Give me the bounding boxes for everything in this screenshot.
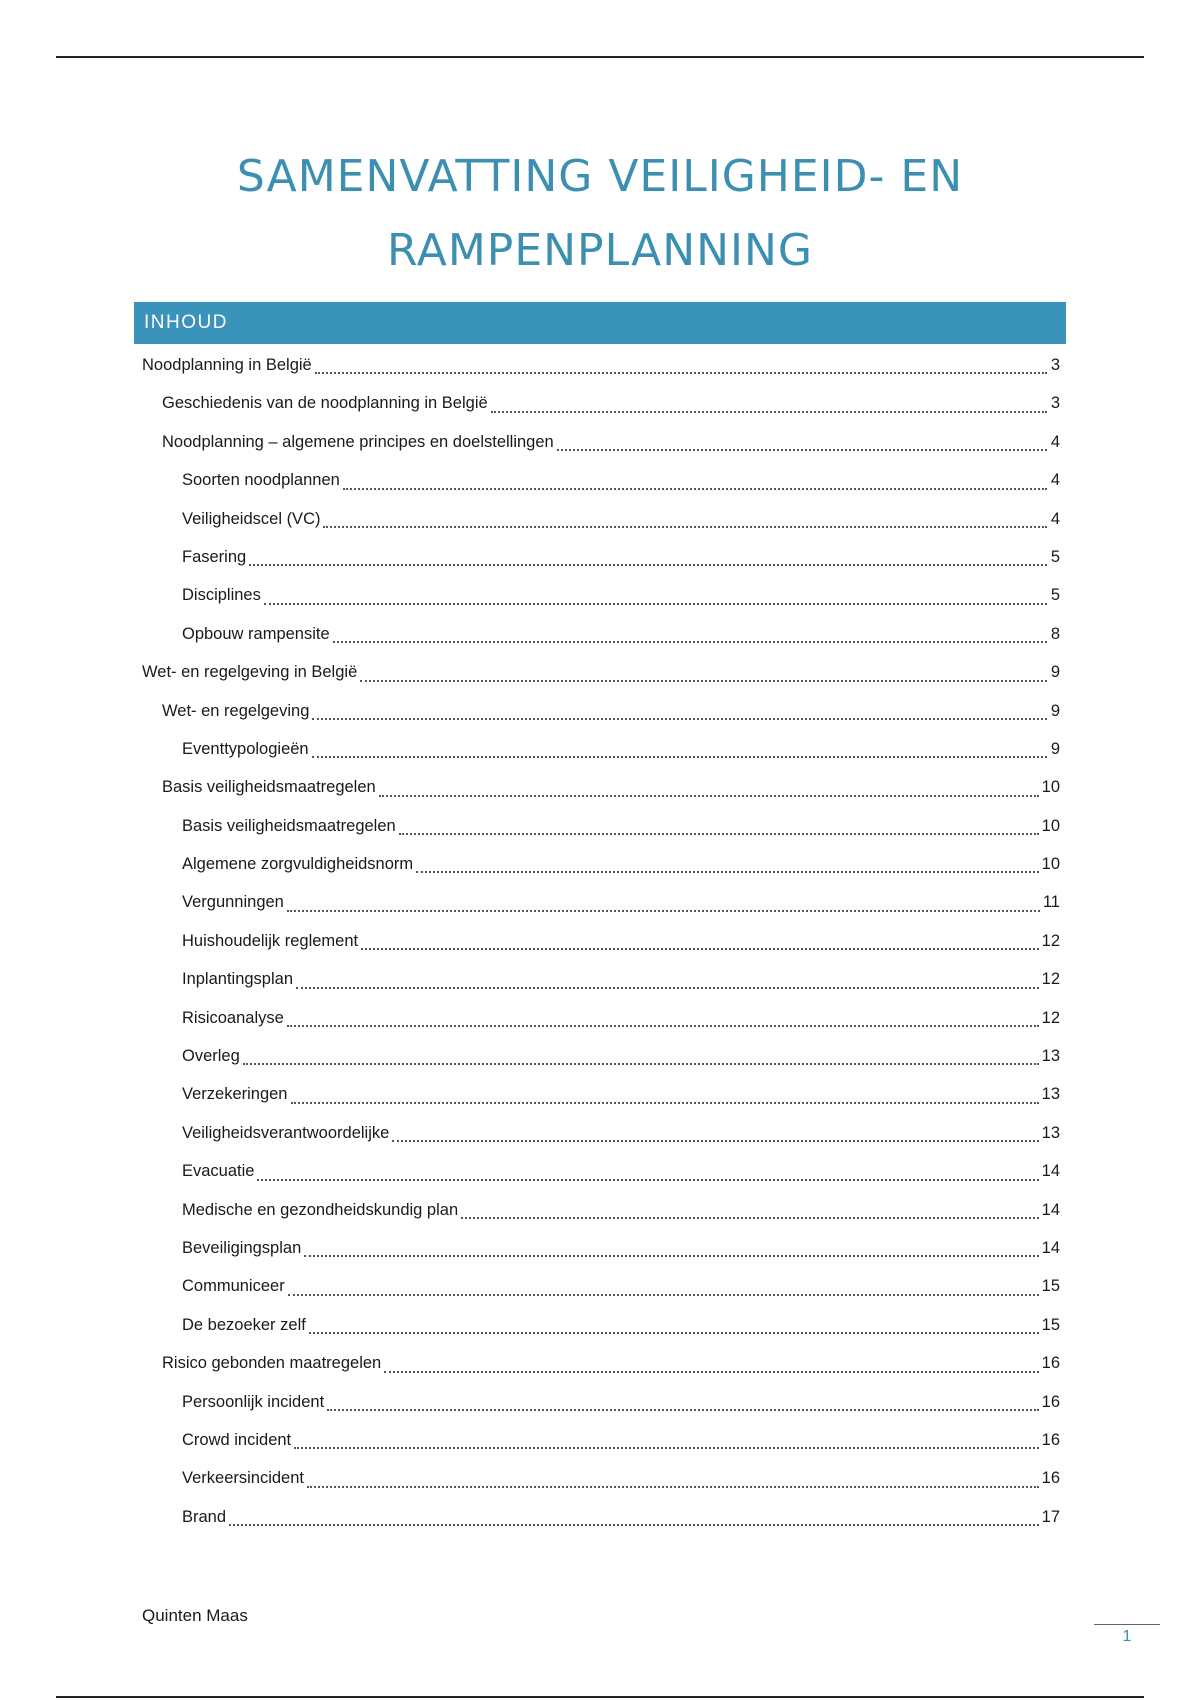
- toc-dot-leader: [392, 1124, 1038, 1143]
- toc-dot-leader: [291, 1085, 1039, 1104]
- table-of-contents: [134, 346, 1060, 1536]
- toc-entry-label: Veiligheidscel (VC): [182, 509, 321, 528]
- toc-entry[interactable]: [134, 346, 1060, 384]
- toc-entry[interactable]: [134, 615, 1060, 653]
- toc-dot-leader: [323, 509, 1047, 528]
- header-rule: [56, 56, 1144, 58]
- toc-dot-leader: [384, 1354, 1038, 1373]
- toc-entry-label: Eventtypologieën: [182, 739, 309, 758]
- toc-dot-leader: [264, 586, 1047, 605]
- document-title-line-1: SAMENVATTING VEILIGHEID- EN: [236, 151, 964, 202]
- toc-dot-leader: [312, 740, 1047, 759]
- toc-entry-label: Basis veiligheidsmaatregelen: [182, 816, 396, 835]
- toc-entry[interactable]: [134, 1421, 1060, 1459]
- toc-entry-label: Inplantingsplan: [182, 970, 294, 989]
- toc-dot-leader: [491, 394, 1047, 413]
- toc-dot-leader: [360, 663, 1047, 682]
- toc-entry-label: Communiceer: [182, 1277, 285, 1296]
- toc-entry-label: De bezoeker zelf: [182, 1315, 306, 1334]
- toc-dot-leader: [361, 932, 1039, 951]
- toc-dot-leader: [304, 1239, 1038, 1258]
- toc-dot-leader: [307, 1469, 1039, 1488]
- toc-entry-page: 5: [1050, 586, 1060, 605]
- toc-dot-leader: [343, 471, 1047, 490]
- toc-entry[interactable]: [134, 500, 1060, 538]
- toc-entry[interactable]: [134, 768, 1060, 806]
- toc-entry[interactable]: [134, 1037, 1060, 1075]
- toc-entry-page: 4: [1050, 509, 1060, 528]
- toc-entry-label: Persoonlijk incident: [182, 1392, 325, 1411]
- toc-entry[interactable]: [134, 423, 1060, 461]
- toc-dot-leader: [257, 1162, 1038, 1181]
- toc-entry[interactable]: [134, 653, 1060, 691]
- author-name: Quinten Maas: [142, 1606, 248, 1625]
- page-number-rule: [1094, 1624, 1160, 1625]
- toc-entry[interactable]: [134, 999, 1060, 1037]
- toc-entry-page: 14: [1041, 1238, 1060, 1257]
- toc-entry[interactable]: [134, 461, 1060, 499]
- toc-heading: INHOUD: [134, 302, 1066, 344]
- toc-dot-leader: [379, 778, 1039, 797]
- toc-entry-page: 13: [1041, 1123, 1060, 1142]
- toc-entry-label: Veiligheidsverantwoordelijke: [182, 1123, 390, 1142]
- toc-entry-page: 14: [1041, 1162, 1060, 1181]
- toc-dot-leader: [243, 1047, 1039, 1066]
- toc-entry[interactable]: [134, 576, 1060, 614]
- toc-entry-label: Medische en gezondheidskundig plan: [182, 1200, 459, 1219]
- toc-entry[interactable]: [134, 1344, 1060, 1382]
- toc-entry-label: Opbouw rampensite: [182, 624, 330, 643]
- toc-entry-label: Verzekeringen: [182, 1085, 288, 1104]
- toc-dot-leader: [461, 1200, 1039, 1219]
- toc-entry-page: 16: [1041, 1469, 1060, 1488]
- toc-entry[interactable]: [134, 1075, 1060, 1113]
- toc-entry-page: 12: [1041, 931, 1060, 950]
- toc-entry-page: 16: [1041, 1354, 1060, 1373]
- toc-entry-page: 15: [1041, 1277, 1060, 1296]
- toc-entry[interactable]: [134, 1191, 1060, 1229]
- toc-entry-page: 4: [1050, 471, 1060, 490]
- toc-dot-leader: [296, 970, 1039, 989]
- document-title-line-2: RAMPENPLANNING: [386, 225, 814, 276]
- toc-entry-page: 10: [1041, 855, 1060, 874]
- toc-dot-leader: [229, 1508, 1039, 1527]
- toc-dot-leader: [287, 1009, 1039, 1028]
- toc-entry-label: Beveiligingsplan: [182, 1238, 302, 1257]
- toc-dot-leader: [294, 1431, 1039, 1450]
- toc-dot-leader: [309, 1316, 1039, 1335]
- page-number: 1: [1122, 1628, 1132, 1645]
- toc-entry-page: 16: [1041, 1430, 1060, 1449]
- toc-entry-page: 12: [1041, 1008, 1060, 1027]
- toc-entry[interactable]: [134, 883, 1060, 921]
- toc-entry-page: 10: [1041, 816, 1060, 835]
- toc-entry-label: Algemene zorgvuldigheidsnorm: [182, 855, 414, 874]
- toc-entry-label: Verkeersincident: [182, 1469, 304, 1488]
- toc-entry[interactable]: [134, 384, 1060, 422]
- toc-entry-label: Wet- en regelgeving: [162, 701, 310, 720]
- toc-entry-label: Noodplanning – algemene principes en doelstellingen: [162, 432, 554, 451]
- toc-entry[interactable]: [134, 692, 1060, 730]
- toc-entry-page: 4: [1050, 432, 1060, 451]
- toc-entry[interactable]: [134, 1383, 1060, 1421]
- toc-entry-page: 15: [1041, 1315, 1060, 1334]
- toc-dot-leader: [557, 433, 1047, 452]
- toc-entry-label: Overleg: [182, 1047, 240, 1066]
- toc-dot-leader: [249, 548, 1047, 567]
- toc-entry-label: Crowd incident: [182, 1430, 292, 1449]
- toc-entry-label: Wet- en regelgeving in België: [142, 663, 358, 682]
- toc-entry-label: Disciplines: [182, 586, 261, 605]
- toc-entry[interactable]: [134, 730, 1060, 768]
- toc-dot-leader: [288, 1277, 1039, 1296]
- toc-entry-page: 14: [1041, 1200, 1060, 1219]
- toc-entry-label: Vergunningen: [182, 893, 284, 912]
- document-title: [134, 140, 1066, 288]
- toc-entry[interactable]: [134, 922, 1060, 960]
- toc-entry-page: 5: [1050, 547, 1060, 566]
- toc-entry-label: Risico gebonden maatregelen: [162, 1354, 382, 1373]
- toc-entry[interactable]: [134, 1306, 1060, 1344]
- toc-entry-label: Noodplanning in België: [142, 355, 312, 374]
- toc-entry[interactable]: [134, 960, 1060, 998]
- toc-entry[interactable]: [134, 1152, 1060, 1190]
- toc-entry-page: 3: [1050, 394, 1060, 413]
- toc-entry-page: 17: [1041, 1507, 1060, 1526]
- toc-entry-page: 13: [1041, 1085, 1060, 1104]
- toc-entry-page: 3: [1050, 355, 1060, 374]
- toc-dot-leader: [312, 701, 1047, 720]
- toc-entry[interactable]: [134, 807, 1060, 845]
- toc-entry-page: 11: [1042, 893, 1060, 912]
- toc-entry[interactable]: [134, 538, 1060, 576]
- toc-dot-leader: [333, 625, 1047, 644]
- toc-entry-page: 13: [1041, 1047, 1060, 1066]
- toc-entry[interactable]: [134, 1229, 1060, 1267]
- toc-entry[interactable]: [134, 1114, 1060, 1152]
- toc-entry-label: Basis veiligheidsmaatregelen: [162, 778, 376, 797]
- toc-entry-page: 9: [1050, 739, 1060, 758]
- toc-entry[interactable]: [134, 1267, 1060, 1305]
- toc-entry[interactable]: [134, 845, 1060, 883]
- toc-entry-label: Evacuatie: [182, 1162, 255, 1181]
- toc-entry-label: Soorten noodplannen: [182, 471, 340, 490]
- toc-entry-page: 12: [1041, 970, 1060, 989]
- toc-dot-leader: [416, 855, 1039, 874]
- toc-dot-leader: [315, 356, 1047, 375]
- toc-dot-leader: [399, 817, 1039, 836]
- toc-entry-page: 10: [1041, 778, 1060, 797]
- toc-entry-page: 9: [1050, 701, 1060, 720]
- toc-entry-label: Brand: [182, 1507, 227, 1526]
- footer-rule: [56, 1696, 1144, 1698]
- toc-entry-label: Geschiedenis van de noodplanning in België: [162, 394, 488, 413]
- toc-entry-label: Risicoanalyse: [182, 1008, 284, 1027]
- toc-entry[interactable]: [134, 1498, 1060, 1536]
- toc-dot-leader: [287, 893, 1040, 912]
- toc-dot-leader: [327, 1392, 1038, 1411]
- toc-entry[interactable]: [134, 1459, 1060, 1497]
- toc-entry-label: Huishoudelijk reglement: [182, 931, 359, 950]
- toc-entry-page: 9: [1050, 663, 1060, 682]
- toc-entry-page: 8: [1050, 624, 1060, 643]
- toc-entry-page: 16: [1041, 1392, 1060, 1411]
- toc-entry-label: Fasering: [182, 547, 247, 566]
